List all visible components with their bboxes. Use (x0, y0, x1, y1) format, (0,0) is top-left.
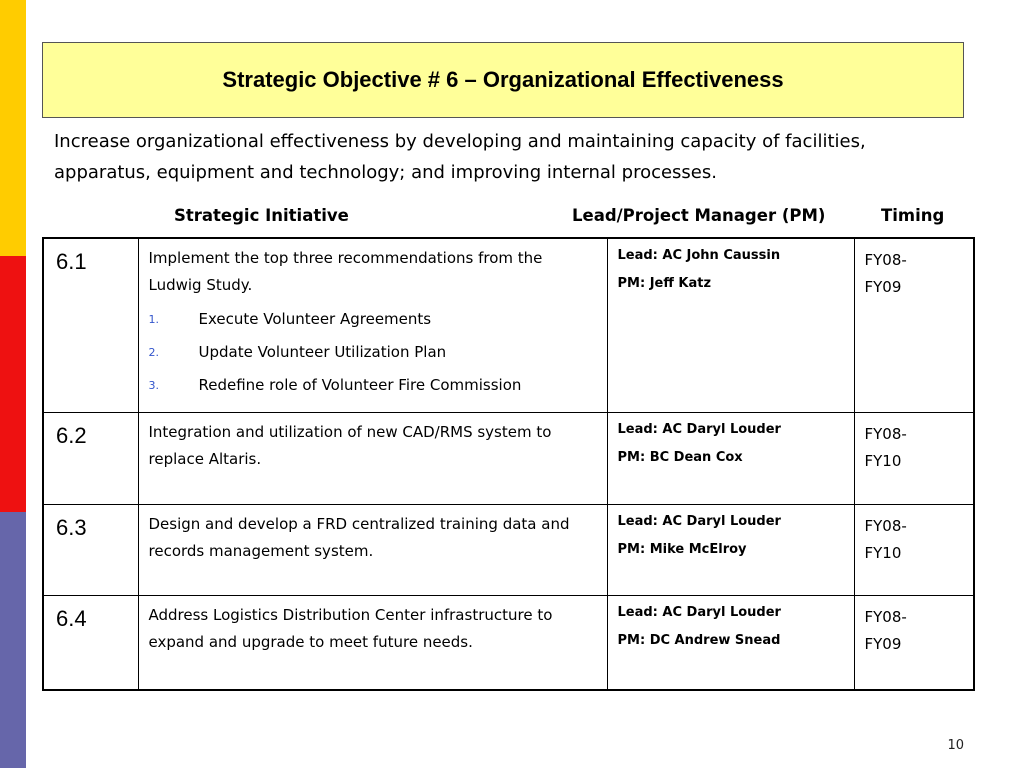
timing-cell (854, 595, 974, 690)
initiative-number: 6.4 (43, 595, 138, 690)
initiative-number: 6.1 (43, 238, 138, 412)
timing-start: FY08- (864, 424, 907, 443)
table-row (43, 595, 974, 690)
timing-cell (854, 238, 974, 412)
page-number: 10 (947, 738, 964, 753)
initiative-number: 6.3 (43, 504, 138, 595)
accent-bar-yellow (0, 0, 26, 256)
list-item-text: Execute Volunteer Agreements (198, 310, 432, 328)
timing-start: FY08- (864, 251, 907, 269)
title-box (42, 42, 964, 118)
lead-cell (607, 238, 854, 412)
timing-cell (854, 504, 974, 595)
initiatives-table (42, 237, 975, 691)
objective-description: Increase organizational effectiveness by developing and maintaining capacity of facilities, apparatus, equipment and technology; and improving internal processes. (54, 131, 866, 183)
table-row (43, 412, 974, 504)
timing-start: FY08- (864, 607, 907, 626)
slide-title: Strategic Objective # 6 – Organizational Effectiveness (222, 67, 784, 92)
sub-item-list (149, 303, 597, 402)
lead-cell (607, 595, 854, 690)
lead-name: Lead: AC Daryl Louder (617, 421, 781, 437)
pm-name: PM: Jeff Katz (617, 276, 712, 291)
timing-end: FY09 (864, 278, 902, 296)
list-item (149, 303, 597, 336)
initiative-text: Design and develop a FRD centralized training data and records management system. (138, 504, 607, 595)
table-row (43, 238, 974, 412)
initiative-number: 6.2 (43, 412, 138, 504)
lead-name: Lead: AC Daryl Louder (617, 604, 781, 620)
list-item-text: Redefine role of Volunteer Fire Commission (198, 376, 522, 394)
timing-end: FY10 (864, 451, 902, 470)
lead-name: Lead: AC John Caussin (617, 248, 781, 263)
list-item-text: Update Volunteer Utilization Plan (198, 343, 447, 361)
list-item (149, 369, 597, 402)
header-timing: Timing (881, 206, 945, 225)
timing-end: FY09 (864, 634, 902, 653)
accent-bar-purple (0, 512, 26, 768)
lead-cell (607, 504, 854, 595)
list-item-number: 2. (148, 346, 159, 359)
initiative-text: Address Logistics Distribution Center infrastructure to expand and upgrade to meet future needs. (138, 595, 607, 690)
list-item-number: 1. (148, 313, 159, 326)
accent-bar-red (0, 256, 26, 512)
initiative-text: Implement the top three recommendations from the Ludwig Study. (148, 249, 543, 294)
list-item (149, 336, 597, 369)
initiative-text: Integration and utilization of new CAD/RMS system to replace Altaris. (138, 412, 607, 504)
timing-end: FY10 (864, 543, 902, 562)
pm-name: PM: DC Andrew Snead (617, 632, 781, 648)
timing-cell (854, 412, 974, 504)
table-row (43, 504, 974, 595)
pm-name: PM: Mike McElroy (617, 541, 747, 557)
header-lead-pm: Lead/Project Manager (PM) (572, 206, 826, 225)
pm-name: PM: BC Dean Cox (617, 449, 743, 465)
list-item-number: 3. (148, 379, 159, 392)
lead-cell (607, 412, 854, 504)
initiative-cell (138, 238, 607, 412)
lead-name: Lead: AC Daryl Louder (617, 513, 781, 529)
timing-start: FY08- (864, 516, 907, 535)
header-strategic-initiative: Strategic Initiative (174, 206, 349, 225)
